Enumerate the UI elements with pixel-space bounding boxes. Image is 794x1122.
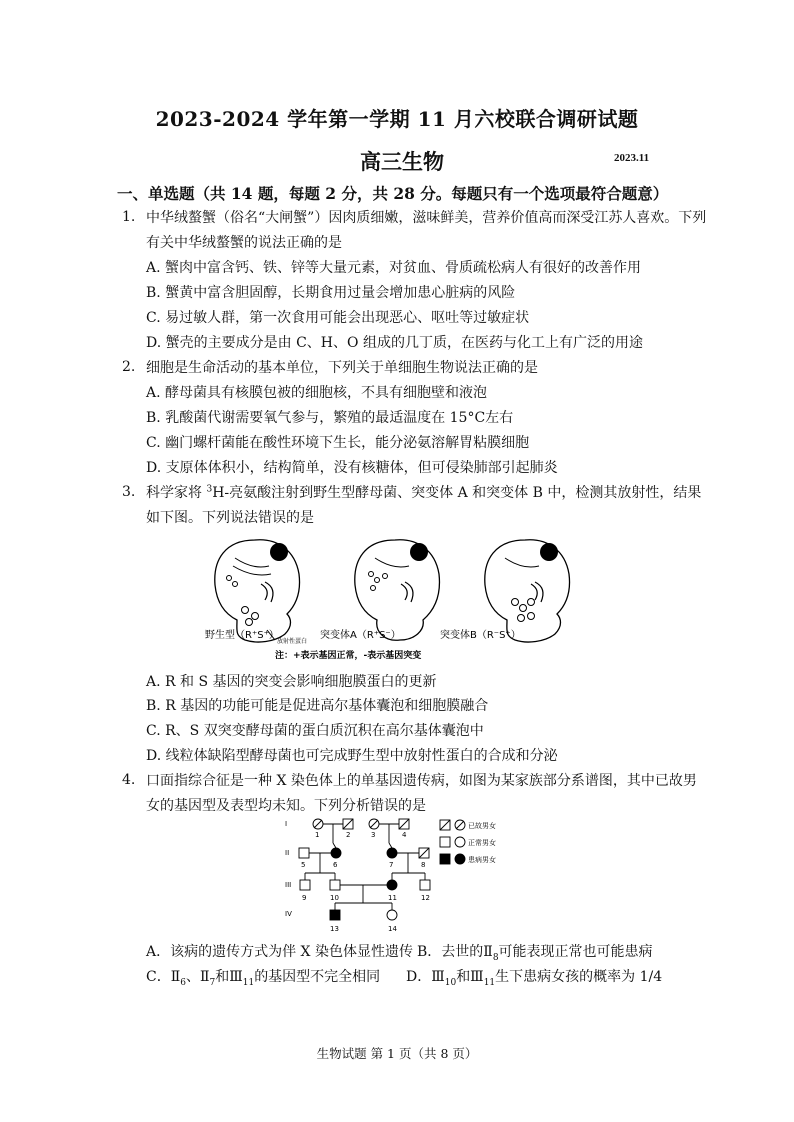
option-b: B. 乳酸菌代谢需要氧气参与，繁殖的最适温度在 15°C左右 [146,410,514,426]
legend-deceased: 已故男女 [468,822,496,830]
exam-title: 2023-2024 学年第一学期 11 月六校联合调研试题 [155,107,639,131]
pedigree-chart [285,815,520,940]
question-number: 1. [122,209,136,225]
section-heading: 一、单选题（共 14 题，每题 2 分，共 28 分。每题只有一个选项最符合题意） [117,184,669,203]
mutant-a-cell [355,540,440,640]
cell-label-b: 突变体B（R⁻S⁺） [440,630,521,641]
option-c: C. 易过敏人群，第一次食用可能会出现恶心、呕吐等过敏症状 [146,310,530,326]
option-b: B. R 基因的功能可能是促进高尔基体囊泡和细胞膜融合 [146,698,489,714]
svg-text:1: 1 [315,831,320,839]
question-stem: 女的基因型及表型均未知。下列分析错误的是 [146,798,426,814]
option-a: A．该病的遗传方式为伴 X 染色体显性遗传 [146,944,413,960]
legend-normal: 正常男女 [468,839,496,847]
question-stem: 科学家将 $^3$H-亮氨酸注射到野生型酵母菌、突变体 A 和突变体 B 中，检测其放射性，结果 [146,484,702,501]
option-c: C. R、S 双突变酵母菌的蛋白质沉积在高尔基体囊泡中 [146,723,484,739]
question-number: 3. [122,484,136,500]
gen-label: II [285,849,290,857]
question-stem: 中华绒螯蟹（俗名“大闸蟹”）因肉质细嫩，滋味鲜美，营养价值高而深受江苏人喜欢。下列 [146,210,707,226]
mutant-b-cell [485,540,570,642]
page-footer: 生物试题 第 1 页（共 8 页） [316,1046,478,1061]
gen-label: IV [285,910,292,918]
svg-text:6: 6 [333,861,338,869]
exam-date: 2023.11 [614,152,650,164]
svg-text:2: 2 [346,831,351,839]
option-c: C．$Ⅱ_6$、$Ⅱ_7$和$Ⅲ_{11}$的基因型不完全相同 [146,969,381,988]
svg-text:10: 10 [330,894,339,902]
option-a: A. 蟹肉中富含钙、铁、锌等大量元素，对贫血、骨质疏松病人有很好的改善作用 [146,260,642,276]
question-stem: 细胞是生命活动的基本单位，下列关于单细胞生物说法正确的是 [146,360,538,376]
option-a: A. 酵母菌具有核膜包被的细胞核，不具有细胞壁和液泡 [146,385,488,401]
svg-text:3: 3 [371,831,376,839]
svg-text:14: 14 [388,925,397,933]
cell-label-wild: 野生型（R⁺S⁺） [205,630,279,641]
option-b: B. 蟹黄中富含胆固醇，长期食用过量会增加患心脏病的风险 [146,285,516,301]
cell-label-a: 突变体A（R⁺S⁻） [320,630,401,641]
svg-text:7: 7 [389,861,394,869]
subject-title: 高三生物 [360,149,444,174]
yeast-cell-figure [195,530,605,670]
question-stem: 有关中华绒螯蟹的说法正确的是 [146,235,342,251]
option-b: B．去世的$Ⅱ_8$可能表现正常也可能患病 [417,944,653,963]
protein-label: 放射性蛋白 [277,638,308,645]
question-number: 2. [122,359,136,375]
svg-text:11: 11 [388,894,397,902]
svg-text:4: 4 [402,831,407,839]
gen-label: III [285,881,292,889]
figure-note: 注：+表示基因正常，-表示基因突变 [275,651,422,661]
option-d: D. 蟹壳的主要成分是由 C、H、O 组成的几丁质，在医药与化工上有广泛的用途 [146,335,643,351]
svg-text:9: 9 [302,894,307,902]
option-d: D. 支原体体积小，结构简单，没有核糖体，但可侵染肺部引起肺炎 [146,460,558,476]
option-d: D. 线粒体缺陷型酵母菌也可完成野生型中放射性蛋白的合成和分泌 [146,748,558,764]
gen-label: I [285,820,288,828]
option-d: D．$Ⅲ_{10}$和$Ⅲ_{11}$生下患病女孩的概率为 1/4 [406,969,663,988]
question-stem: 口面指综合征是一种 X 染色体上的单基因遗传病，如图为某家族部分系谱图，其中已故男 [146,773,697,789]
legend-affected: 患病男女 [468,856,496,864]
question-number: 4. [122,772,136,788]
svg-text:5: 5 [301,861,306,869]
svg-text:12: 12 [421,894,430,902]
svg-text:8: 8 [421,861,426,869]
svg-text:13: 13 [330,925,339,933]
question-stem: 如下图。下列说法错误的是 [146,510,314,526]
option-c: C. 幽门螺杆菌能在酸性环境下生长，能分泌氨溶解胃粘膜细胞 [146,435,530,451]
option-a: A. R 和 S 基因的突变会影响细胞膜蛋白的更新 [146,674,437,690]
